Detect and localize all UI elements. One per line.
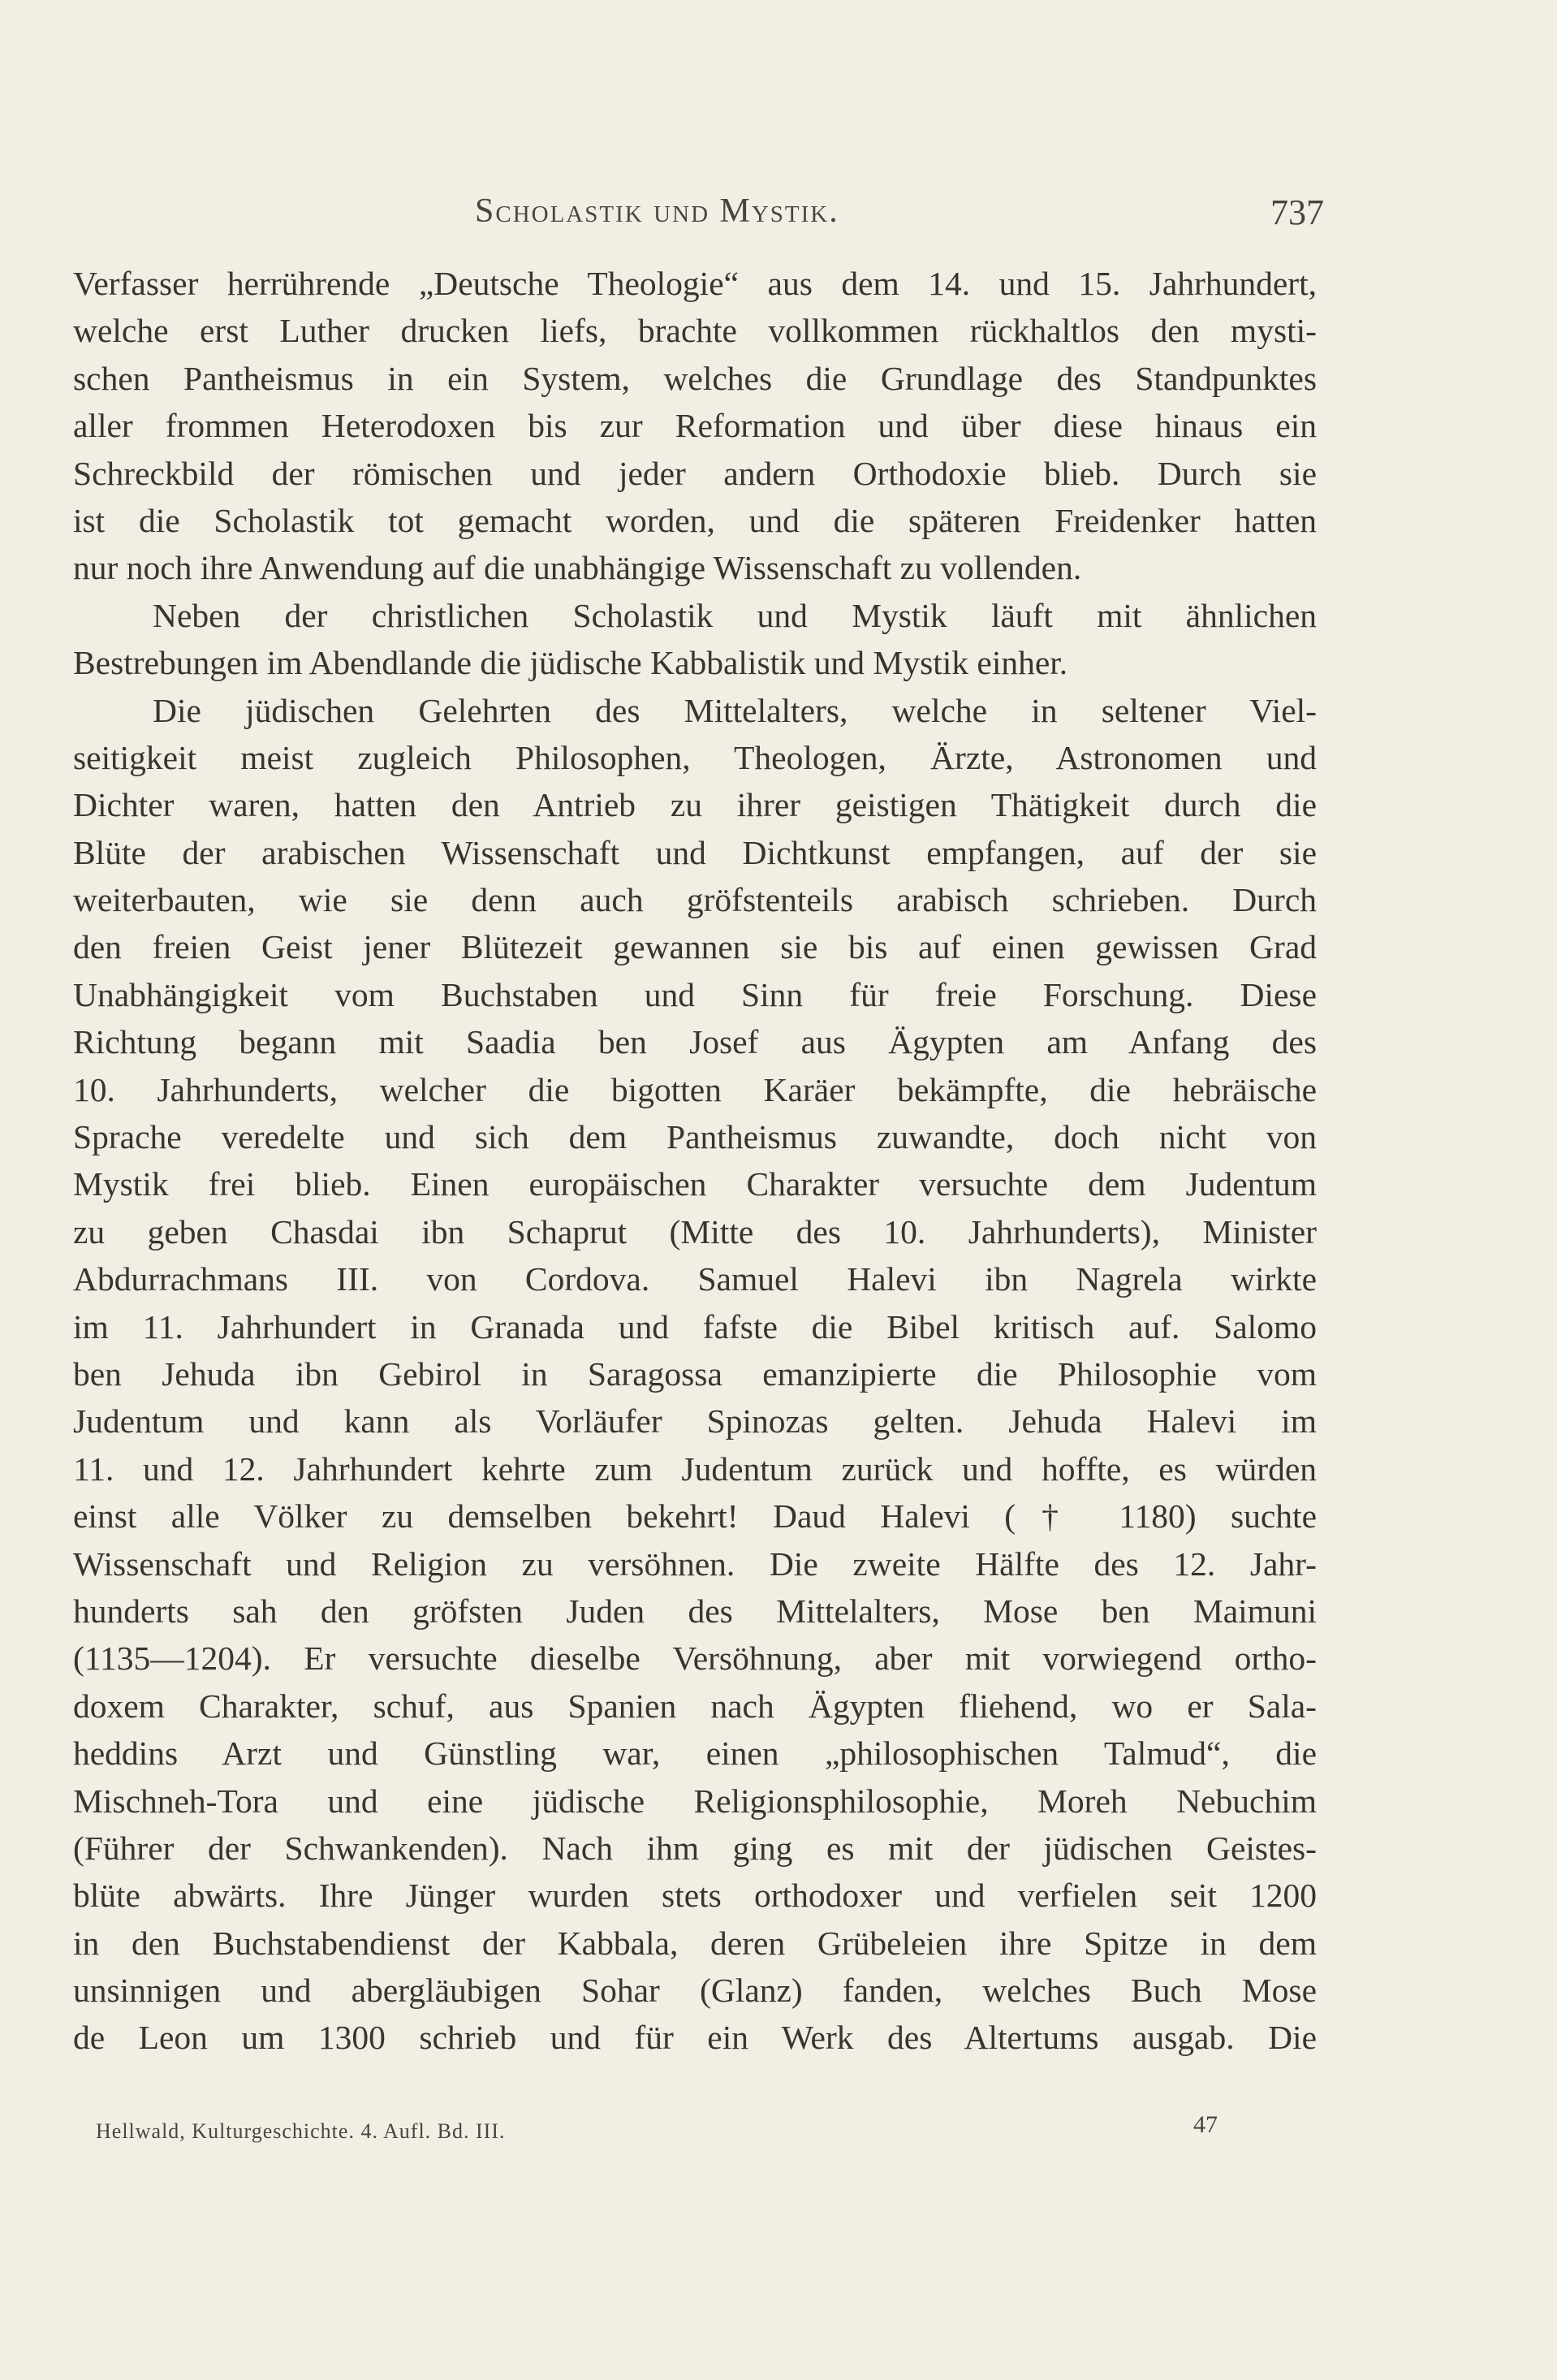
body-text: [73, 260, 1317, 2062]
running-title: Scholastik und Mystik.: [475, 192, 839, 230]
text-line: aller frommen Heterodoxen bis zur Reformation und über diese hinaus ein: [73, 407, 1317, 445]
text-line: ist die Scholastik tot gemacht worden, und die späteren Freidenker hatten: [73, 501, 1317, 539]
page-number: 737: [1270, 192, 1324, 232]
text-line: Mischneh-Tora und eine jüdische Religionsphilosophie, Moreh Nebuchim: [73, 1782, 1317, 1820]
text-line: Verfasser herrührende „Deutsche Theologie“ aus dem 14. und 15. Jahrhundert,: [73, 265, 1317, 302]
text-line: welche erst Luther drucken liefs, brachte vollkommen rückhaltlos den mysti-: [73, 312, 1317, 350]
text-line: Abdurrachmans III. von Cordova. Samuel Halevi ibn Nagrela wirkte: [73, 1260, 1317, 1298]
text-line: einst alle Völker zu demselben bekehrt! Daud Halevi († 1180) suchte: [73, 1497, 1317, 1536]
text-line: zu geben Chasdai ibn Schaprut (Mitte des 10. Jahrhunderts), Minister: [73, 1212, 1317, 1250]
text-line: Wissenschaft und Religion zu versöhnen. Die zweite Hälfte des 12. Jahr-: [73, 1544, 1317, 1583]
text-line: (Führer der Schwankenden). Nach ihm ging es mit der jüdischen Geistes-: [73, 1829, 1317, 1867]
text-line: heddins Arzt und Günstling war, einen „philosophischen Talmud“, die: [73, 1734, 1317, 1773]
text-line: in den Buchstabendienst der Kabbala, deren Grübeleien ihre Spitze in dem: [73, 1924, 1317, 1962]
text-line: Neben der christlichen Scholastik und Mystik läuft mit ähnlichen: [153, 596, 1317, 634]
text-line: weiterbauten, wie sie denn auch gröfstenteils arabisch schrieben. Durch: [73, 881, 1317, 919]
text-line: hunderts sah den gröfsten Juden des Mittelalters, Mose ben Maimuni: [73, 1592, 1317, 1630]
text-line: nur noch ihre Anwendung auf die unabhängige Wissenschaft zu vollenden.: [73, 549, 1082, 587]
text-line: blüte abwärts. Ihre Jünger wurden stets orthodoxer und verfielen seit 1200: [73, 1877, 1317, 1915]
text-line: 11. und 12. Jahrhundert kehrte zum Judentum zurück und hoffte, es würden: [73, 1449, 1317, 1488]
text-line: im 11. Jahrhundert in Granada und fafste die Bibel kritisch auf. Salomo: [73, 1307, 1317, 1345]
text-line: Judentum und kann als Vorläufer Spinozas gelten. Jehuda Halevi im: [73, 1402, 1317, 1441]
text-line: ben Jehuda ibn Gebirol in Saragossa emanzipierte die Philosophie vom: [73, 1354, 1317, 1393]
text-line: Richtung begann mit Saadia ben Josef aus Ägypten am Anfang des: [73, 1023, 1317, 1061]
printer-signature: Hellwald, Kulturgeschichte. 4. Aufl. Bd. III.: [96, 2119, 506, 2143]
text-line: Sprache veredelte und sich dem Pantheismus zuwandte, doch nicht von: [73, 1118, 1317, 1156]
text-line: seitigkeit meist zugleich Philosophen, Theologen, Ärzte, Astronomen und: [73, 738, 1317, 776]
text-line: Dichter waren, hatten den Antrieb zu ihrer geistigen Thätigkeit durch die: [73, 786, 1317, 824]
text-line: 10. Jahrhunderts, welcher die bigotten Karäer bekämpfte, die hebräische: [73, 1070, 1317, 1108]
text-line: schen Pantheismus in ein System, welches die Grundlage des Standpunktes: [73, 359, 1317, 397]
text-line: de Leon um 1300 schrieb und für ein Werk des Altertums ausgab. Die: [73, 2019, 1317, 2057]
text-line: Blüte der arabischen Wissenschaft und Dichtkunst empfangen, auf der sie: [73, 833, 1317, 871]
text-line: unsinnigen und abergläubigen Sohar (Glanz) fanden, welches Buch Mose: [73, 1972, 1317, 2010]
text-line: Mystik frei blieb. Einen europäischen Charakter versuchte dem Judentum: [73, 1165, 1317, 1203]
sheet-number: 47: [1193, 2111, 1218, 2138]
text-line: den freien Geist jener Blütezeit gewannen sie bis auf einen gewissen Grad: [73, 928, 1317, 966]
text-line: Unabhängigkeit vom Buchstaben und Sinn für freie Forschung. Diese: [73, 975, 1317, 1013]
text-line: Die jüdischen Gelehrten des Mittelalters, welche in seltener Viel-: [153, 691, 1317, 729]
text-line: doxem Charakter, schuf, aus Spanien nach Ägypten fliehend, wo er Sala-: [73, 1687, 1317, 1725]
text-line: Schreckbild der römischen und jeder andern Orthodoxie blieb. Durch sie: [73, 454, 1317, 492]
text-line: Bestrebungen im Abendlande die jüdische Kabbalistik und Mystik einher.: [73, 644, 1068, 682]
text-line: (1135—1204). Er versuchte dieselbe Versöhnung, aber mit vorwiegend ortho-: [73, 1639, 1317, 1678]
